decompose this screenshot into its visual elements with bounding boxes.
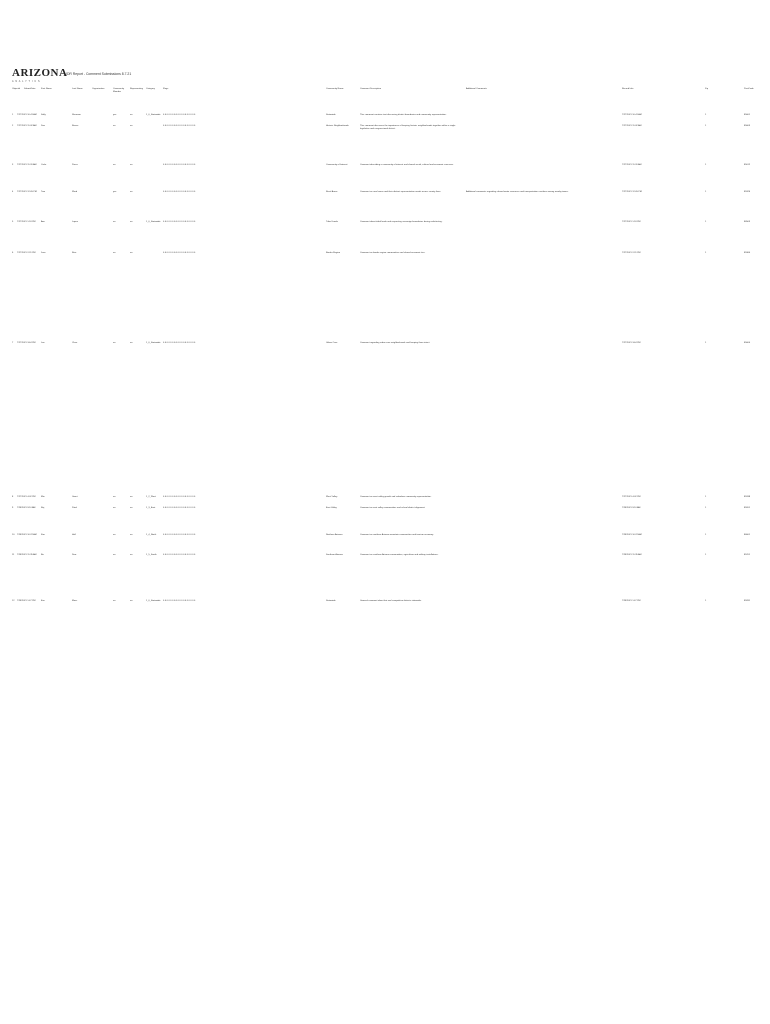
cell-id: 2	[12, 125, 14, 127]
cell-date: 7/27/2021 3:44 PM	[17, 342, 36, 344]
cell-comm: no	[113, 507, 116, 509]
cell-rep: no	[130, 554, 133, 556]
header-last-name: Last Name	[72, 88, 83, 90]
cell-first: Jose	[41, 252, 46, 254]
cell-z1: 1	[705, 191, 707, 193]
cell-rep: no	[130, 191, 133, 193]
cell-comm: yes	[113, 191, 117, 193]
header-record-info: Record Info	[622, 88, 634, 90]
cell-last: Diaz	[72, 554, 77, 556]
cell-z2: 85004	[744, 342, 751, 344]
cell-date: 7/27/2021 1:18 PM	[17, 221, 36, 223]
cell-last: Perez	[72, 164, 78, 166]
cell-first: Ann	[41, 221, 45, 223]
header-community-name: Community Name	[326, 88, 344, 90]
cell-tail: 7/27/2021 2:31 PM	[622, 252, 641, 254]
header-zip: Zip	[705, 88, 709, 90]
cell-cat: 1_3_East	[146, 507, 156, 509]
cell-flags: 0 0 0 0 0 0 0 0 0 0 0 0 0 0 0 0 0 0	[163, 496, 196, 498]
cell-dist: East Valley	[326, 507, 337, 509]
cell-z2: 85001	[744, 114, 751, 116]
cell-first: Carla	[41, 164, 47, 166]
cell-first: Kim	[41, 534, 45, 536]
cell-dist: Northern Arizona	[326, 534, 343, 536]
cell-cat: 1_2_West	[146, 496, 156, 498]
cell-z2: 85701	[744, 554, 751, 556]
cell-id: 10	[12, 534, 15, 536]
cell-dist: Urban Core	[326, 342, 338, 344]
cell-comment: General comment about fair and competitive districts statewide.	[360, 600, 422, 602]
cell-date: 7/27/2021 10:41 AM	[17, 114, 37, 116]
header-community-member: Community Member	[113, 88, 125, 93]
cell-add: Additional comments regarding shared water resources and transportation corridors among nearby towns.	[466, 191, 569, 193]
cell-last: Chen	[72, 342, 78, 344]
cell-comment: Comment on southern Arizona communities, agriculture and military installations.	[360, 554, 439, 556]
cell-rep: no	[130, 342, 133, 344]
cell-comment: Comment about tribal lands and respecting sovereign boundaries during redistricting.	[360, 221, 443, 223]
cell-z1: 1	[705, 252, 707, 254]
cell-flags: 0 0 0 0 0 0 0 0 0 0 0 0 0 0 0 0 0 0	[163, 534, 196, 536]
cell-first: Sally	[41, 114, 46, 116]
cell-cat: 1_0_Statewide	[146, 342, 161, 344]
cell-z2: 85003	[744, 125, 751, 127]
cell-flags: 0 0 0 0 0 0 0 0 0 0 0 0 0 0 0 0 0 0	[163, 114, 196, 116]
cell-comm: no	[113, 496, 116, 498]
cell-dist: West Valley	[326, 496, 338, 498]
cell-tail: 7/27/2021 1:18 PM	[622, 221, 641, 223]
logo-subtitle: A N A L Y T I C S	[12, 80, 41, 83]
cell-id: 3	[12, 164, 14, 166]
cell-id: 11	[12, 554, 15, 556]
header-category: Category	[146, 88, 155, 90]
cell-first: Lee	[41, 342, 45, 344]
cell-date: 7/27/2021 12:05 PM	[17, 191, 37, 193]
cell-date: 7/28/2021 10:22 AM	[17, 534, 37, 536]
cell-first: Raj	[41, 507, 45, 509]
table-header	[0, 88, 770, 106]
cell-rep: no	[130, 600, 133, 602]
cell-tail: 7/27/2021 11:20 AM	[622, 164, 642, 166]
cell-id: 7	[12, 342, 14, 344]
cell-comm: no	[113, 600, 116, 602]
cell-rep: no	[130, 221, 133, 223]
cell-tail: 7/28/2021 9:10 AM	[622, 507, 641, 509]
header-first-name: First Name	[41, 88, 52, 90]
cell-id: 1	[12, 114, 14, 116]
cell-date: 7/27/2021 2:31 PM	[17, 252, 36, 254]
cell-comment: Comment on east valley communities and school district alignment.	[360, 507, 426, 509]
cell-dist: Statewide	[326, 114, 336, 116]
cell-z2: 85012	[744, 164, 751, 166]
cell-date: 7/28/2021 1:47 PM	[17, 600, 36, 602]
cell-id: 12	[12, 600, 15, 602]
cell-cat: 1_0_Statewide	[146, 600, 161, 602]
cell-flags: 0 0 0 0 0 0 0 0 0 0 0 0 0 0 0 0 0 0	[163, 600, 196, 602]
cell-last: Ward	[72, 191, 78, 193]
cell-tail: 7/27/2021 4:02 PM	[622, 496, 641, 498]
cell-date: 7/28/2021 11:35 AM	[17, 554, 37, 556]
cell-dist: Tribal Lands	[326, 221, 338, 223]
header-flags: Flags	[163, 88, 169, 90]
cell-last: Reese	[72, 125, 79, 127]
cell-id: 4	[12, 191, 14, 193]
organization-logo	[12, 67, 68, 83]
cell-z1: 1	[705, 554, 707, 556]
cell-flags: 0 0 0 0 0 0 0 0 0 0 0 0 0 0 0 0 0 0	[163, 252, 196, 254]
cell-comm: no	[113, 252, 116, 254]
cell-flags: 0 0 0 0 0 0 0 0 0 0 0 0 0 0 0 0 0 0	[163, 164, 196, 166]
report-title: IDR Report - Comment Submissions 8.7.21	[66, 72, 132, 76]
cell-comment: Comment on border region communities and shared economic ties.	[360, 252, 426, 254]
header-representing: Representing	[130, 88, 144, 90]
cell-date: 7/27/2021 11:02 AM	[17, 125, 37, 127]
cell-last: Ruiz	[72, 252, 77, 254]
cell-flags: 0 0 0 0 0 0 0 0 0 0 0 0 0 0 0 0 0 0	[163, 191, 196, 193]
cell-z1: 1	[705, 507, 707, 509]
cell-z2: 85281	[744, 600, 751, 602]
cell-cat: 1_0_Statewide	[146, 221, 161, 223]
cell-z2: 86503	[744, 221, 751, 223]
cell-z1: 1	[705, 164, 707, 166]
cell-flags: 0 0 0 0 0 0 0 0 0 0 0 0 0 0 0 0 0 0	[163, 507, 196, 509]
cell-rep: no	[130, 507, 133, 509]
cell-comment: Comment regarding urban core neighborhoods and keeping them intact.	[360, 342, 430, 344]
cell-rep: no	[130, 164, 133, 166]
cell-tail: 7/28/2021 11:35 AM	[622, 554, 642, 556]
cell-rep: no	[130, 114, 133, 116]
cell-id: 5	[12, 221, 14, 223]
cell-comment: Comment describing a community of interest and shared social, cultural and economic concerns.	[360, 164, 454, 166]
cell-comm: no	[113, 164, 116, 166]
cell-date: 7/27/2021 4:02 PM	[17, 496, 36, 498]
header-objectid: Objectid	[12, 88, 21, 90]
cell-z2: 85326	[744, 191, 751, 193]
cell-comment: This comment contains text discussing district boundaries and community representation.	[360, 114, 447, 116]
cell-rep: no	[130, 534, 133, 536]
cell-flags: 0 0 0 0 0 0 0 0 0 0 0 0 0 0 0 0 0 0	[163, 221, 196, 223]
cell-id: 6	[12, 252, 14, 254]
cell-rep: no	[130, 496, 133, 498]
cell-tail: 7/27/2021 12:05 PM	[622, 191, 642, 193]
cell-z1: 1	[705, 114, 707, 116]
cell-last: Moss	[72, 600, 78, 602]
header-comment-description: Comment Description	[360, 88, 382, 90]
cell-comm: no	[113, 221, 116, 223]
cell-cat: 1_5_South	[146, 554, 157, 556]
cell-comm: no	[113, 534, 116, 536]
cell-dist: Southern Arizona	[326, 554, 343, 556]
cell-flags: 0 0 0 0 0 0 0 0 0 0 0 0 0 0 0 0 0 0	[163, 342, 196, 344]
cell-comm: no	[113, 342, 116, 344]
cell-last: Sherman	[72, 114, 81, 116]
cell-dist: Rural Areas	[326, 191, 338, 193]
cell-z2: 86001	[744, 534, 751, 536]
logo-wordmark: ARIZONA	[12, 67, 68, 79]
cell-comm: yes	[113, 114, 117, 116]
cell-z1: 1	[705, 342, 707, 344]
cell-tail: 7/27/2021 11:02 AM	[622, 125, 642, 127]
cell-id: 8	[12, 496, 14, 498]
cell-first: Mia	[41, 496, 45, 498]
cell-last: Patel	[72, 507, 77, 509]
cell-last: Lopez	[72, 221, 78, 223]
header-submit-date: SubmitDate	[24, 88, 36, 90]
cell-first: Tom	[41, 191, 46, 193]
cell-z2: 85201	[744, 507, 751, 509]
cell-dist: Historic Neighborhoods	[326, 125, 349, 127]
cell-z1: 1	[705, 125, 707, 127]
cell-comment: This comment discusses the importance of keeping historic neighborhoods together within a single legislative and congressional district.	[360, 125, 456, 130]
cell-last: Hall	[72, 534, 76, 536]
cell-tail: 7/27/2021 3:44 PM	[622, 342, 641, 344]
cell-comment: Comment on northern Arizona mountain communities and tourism economy.	[360, 534, 434, 536]
cell-z1: 1	[705, 221, 707, 223]
cell-comm: no	[113, 554, 116, 556]
cell-date: 7/28/2021 9:10 AM	[17, 507, 36, 509]
cell-first: Eve	[41, 600, 45, 602]
cell-tail: 7/28/2021 10:22 AM	[622, 534, 642, 536]
cell-id: 9	[12, 507, 14, 509]
cell-rep: no	[130, 252, 133, 254]
cell-z1: 1	[705, 496, 707, 498]
cell-first: Bo	[41, 554, 44, 556]
cell-comment: Comment on west valley growth and suburban community representation.	[360, 496, 432, 498]
cell-cat: 1_4_North	[146, 534, 157, 536]
header-organization: Organization	[92, 88, 105, 90]
cell-z1: 1	[705, 534, 707, 536]
cell-dist: Community of Interest	[326, 164, 348, 166]
cell-comment: Comment on rural areas and their distinct representation needs across county lines.	[360, 191, 442, 193]
cell-tail: 7/27/2021 10:41 AM	[622, 114, 642, 116]
cell-flags: 0 0 0 0 0 0 0 0 0 0 0 0 0 0 0 0 0 0	[163, 554, 196, 556]
cell-date: 7/27/2021 11:20 AM	[17, 164, 37, 166]
cell-tail: 7/28/2021 1:47 PM	[622, 600, 641, 602]
cell-z1: 1	[705, 600, 707, 602]
header-postcode: PostCode	[744, 88, 754, 90]
header-additional-comments: Additional Comments	[466, 88, 487, 90]
cell-dist: Statewide	[326, 600, 336, 602]
cell-z2: 85338	[744, 496, 751, 498]
cell-z2: 85364	[744, 252, 751, 254]
cell-first: Dan	[41, 125, 46, 127]
cell-flags: 0 0 0 0 0 0 0 0 0 0 0 0 0 0 0 0 0 0	[163, 125, 196, 127]
cell-dist: Border Region	[326, 252, 341, 254]
cell-cat: 1_0_Statewide	[146, 114, 161, 116]
cell-comm: no	[113, 125, 116, 127]
cell-last: Grant	[72, 496, 78, 498]
cell-rep: no	[130, 125, 133, 127]
